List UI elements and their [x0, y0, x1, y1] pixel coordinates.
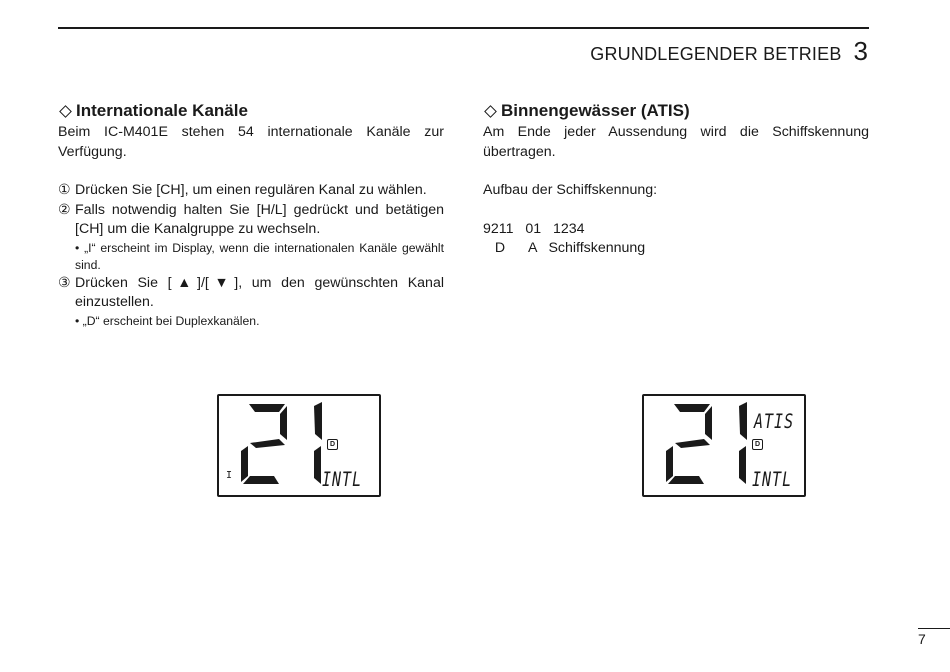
intro-text: Beim IC-M401E stehen 54 internationale Kanäle zur Verfügung.: [58, 124, 444, 160]
note-intl-indicator: • „I“ erscheint im Display, wenn die internationalen Kanäle gewählt sind.: [75, 240, 444, 272]
heading-text: Internationale Kanäle: [76, 101, 248, 120]
step-2: [58, 201, 444, 240]
step-text: Drücken Sie [▲]/[▼], um den gewünschten Kanal einzustellen.: [75, 274, 444, 310]
step-text: Drücken Sie [CH], um einen regulären Kanal zu wählen.: [75, 182, 427, 198]
footer-rule: [918, 628, 950, 629]
step-number: ②: [58, 201, 71, 218]
lcd-display-international: [217, 394, 381, 497]
diamond-bullet-icon: [484, 105, 497, 118]
diamond-bullet-icon: [59, 105, 72, 118]
chapter-title: GRUNDLEGENDER BETRIEB: [590, 44, 842, 64]
chapter-header: [590, 36, 868, 67]
structure-label: Aufbau der Schiffskennung:: [483, 182, 658, 198]
intl-indicator: I: [226, 470, 233, 481]
duplex-indicator: D: [327, 439, 338, 450]
atis-label: ATIS: [754, 410, 795, 434]
step-text: Falls notwendig halten Sie [H/L] gedrückt und betätigen [CH] um die Kanalgruppe zu wechseln.: [75, 201, 444, 237]
section-heading: [483, 100, 869, 122]
step-3: [58, 274, 444, 313]
heading-text: Binnengewässer (ATIS): [501, 101, 690, 120]
step-number: ①: [58, 182, 71, 198]
step-number: ③: [58, 274, 71, 291]
section-heading: [58, 100, 444, 122]
duplex-indicator: D: [752, 439, 763, 450]
code-line: 9211 01 1234: [483, 220, 585, 237]
note-duplex: • „D“ erscheint bei Duplexkanälen.: [75, 313, 260, 328]
section-atis: [483, 100, 869, 259]
intl-mode-label: INTL: [752, 468, 793, 492]
header-rule: [58, 27, 869, 29]
intro-text: Am Ende jeder Aussendung wird die Schiffskennung übertragen.: [483, 124, 869, 160]
chapter-number: 3: [853, 36, 868, 66]
page-number: 7: [918, 631, 926, 647]
section-international-channels: [58, 100, 444, 330]
intl-mode-label: INTL: [322, 468, 363, 492]
step-1: [58, 181, 444, 201]
lcd-display-atis: [642, 394, 806, 497]
legend-line: D A Schiffskennung: [483, 240, 646, 256]
